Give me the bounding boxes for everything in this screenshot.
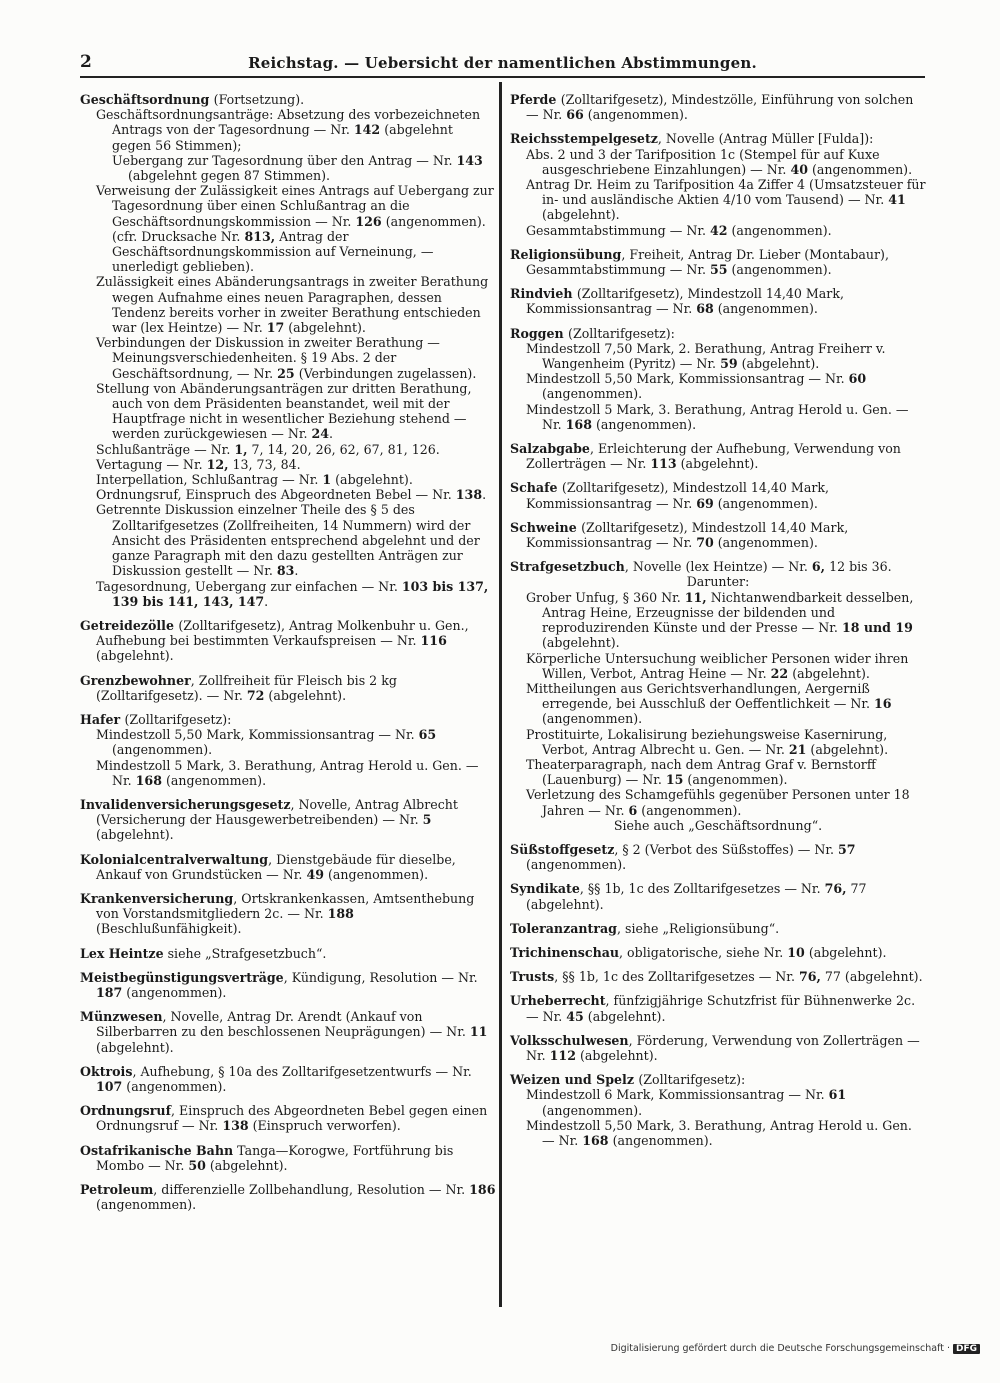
entry-line: Abs. 2 und 3 der Tarifposition 1c (Stempel für auf Kuxe ausgeschriebene Einzahlungen) — Nr. 40 (angenommen). — [526, 146, 913, 177]
entry-line: Körperliche Untersuchung weiblicher Personen wider ihren Willen, Verbot, Antrag Heine — Nr. 22 (abgelehnt). — [526, 650, 909, 681]
entry-line: Schlußanträge — Nr. 1, 7, 14, 20, 26, 62, 67, 81, 126. — [96, 441, 440, 457]
index-entry — [80, 712, 496, 788]
subheading: Darunter: — [686, 574, 750, 590]
entry-line: Zulässigkeit eines Abänderungsantrags in zweiter Berathung wegen Aufnahme eines neuen Paragraphen, dessen Tendenz bereits vorher in zweiter Berathung entschieden war (lex Heintze) — Nr. 17 (abgelehnt). — [96, 274, 489, 336]
entry-line: Verweisung der Zulässigkeit eines Antrags auf Uebergang zur Tagesordnung über einen Schlußantrag an die Geschäftsordnungskommission — Nr. 126 (angenommen). (cfr. Drucksache Nr. 813, Antrag der Geschäftsordnungskommission auf Verneinung, — unerledigt geblieben). — [96, 183, 494, 275]
entry-line: Vertagung — Nr. 12, 13, 73, 84. — [96, 456, 301, 472]
index-entry: Trusts, §§ 1b, 1c des Zolltarifgesetzes — Nr. 76, 77 (abgelehnt). — [510, 969, 923, 985]
index-entry: Syndikate, §§ 1b, 1c des Zolltarifgesetzes — Nr. 76, 77 (abgelehnt). — [510, 881, 867, 912]
index-entry: Rindvieh (Zolltarifgesetz), Mindestzoll 14,40 Mark, Kommissionsantrag — Nr. 68 (angenommen). — [510, 286, 844, 317]
entry-line: Mindestzoll 5,50 Mark, 3. Berathung, Antrag Herold u. Gen. — Nr. 168 (angenommen). — [526, 1117, 912, 1148]
entry-heading: Reichsstempelgesetz, Novelle (Antrag Müller [Fulda]): — [510, 131, 874, 147]
entry-line: Mindestzoll 5 Mark, 3. Berathung, Antrag Herold u. Gen. — Nr. 168 (angenommen). — [96, 757, 479, 788]
entry-line: Mindestzoll 6 Mark, Kommissionsantrag — Nr. 61 (angenommen). — [526, 1087, 847, 1118]
page-number: 2 — [80, 52, 92, 72]
left-column — [80, 92, 496, 1221]
index-entry: Religionsübung, Freiheit, Antrag Dr. Lieber (Montabaur), Gesammtabstimmung — Nr. 55 (angenommen). — [510, 246, 889, 278]
right-column — [510, 92, 926, 1157]
entry-line: Theaterparagraph, nach dem Antrag Graf v. Bernstorff (Lauenburg) — Nr. 15 (angenommen). — [526, 756, 876, 788]
column-divider — [499, 82, 502, 1307]
index-entry: Invalidenversicherungsgesetz, Novelle, Antrag Albrecht (Versicherung der Hausgewerbetreibenden) — Nr. 5 (abgelehnt). — [80, 796, 458, 843]
index-entry: Toleranzantrag, siehe „Religionsübung“. — [510, 920, 780, 936]
entry-line: Mindestzoll 5,50 Mark, Kommissionsantrag — Nr. 60 (angenommen). — [526, 371, 867, 402]
entry-line: Antrag Dr. Heim zu Tarifposition 4a Ziffer 4 (Umsatzsteuer für in- und ausländische Aktien 4/10 vom Tausend) — Nr. 41 (abgelehnt). — [526, 177, 926, 223]
index-entry: Salzabgabe, Erleichterung der Aufhebung, Verwendung von Zollerträgen — Nr. 113 (abgelehnt). — [510, 441, 901, 472]
digitization-footer — [590, 1343, 980, 1354]
entry-line: Tagesordnung, Uebergang zur einfachen — Nr. 103 bis 137, 139 bis 141, 143, 147. — [96, 578, 489, 609]
index-entry: Krankenversicherung, Ortskrankenkassen, Amtsenthebung von Vorstandsmitgliedern 2c. — Nr. 188 (Beschlußunfähigkeit). — [80, 890, 475, 937]
index-entry: Ordnungsruf, Einspruch des Abgeordneten Bebel gegen einen Ordnungsruf — Nr. 138 (Einspruch verworfen). — [80, 1103, 488, 1134]
entry-line: Geschäftsordnungsanträge: Absetzung des vorbezeichneten Antrags von der Tagesordnung — Nr. 142 (abgelehnt gegen 56 Stimmen); — [96, 107, 481, 153]
index-entry — [510, 559, 926, 833]
index-entry — [510, 131, 926, 237]
index-entry: Petroleum, differenzielle Zollbehandlung, Resolution — Nr. 186 (angenommen). — [80, 1182, 496, 1213]
running-title: Reichstag. — Uebersicht der namentlichen Abstimmungen. — [248, 54, 757, 72]
entry-heading: Roggen (Zolltarifgesetz): — [510, 325, 675, 341]
index-entry: Volksschulwesen, Förderung, Verwendung von Zollerträgen — Nr. 112 (abgelehnt). — [510, 1032, 920, 1063]
index-entry: Urheberrecht, fünfzigjährige Schutzfrist für Bühnenwerke 2c. — Nr. 45 (abgelehnt). — [510, 993, 916, 1024]
footer-text: Digitalisierung gefördert durch die Deutsche Forschungsgemeinschaft · — [610, 1343, 950, 1354]
index-entry: Grenzbewohner, Zollfreiheit für Fleisch bis 2 kg (Zolltarifgesetz). — Nr. 72 (abgelehnt). — [80, 672, 397, 703]
index-entry: Schweine (Zolltarifgesetz), Mindestzoll 14,40 Mark, Kommissionsantrag — Nr. 70 (angenommen). — [510, 519, 849, 551]
entry-line: Getrennte Diskussion einzelner Theile des § 5 des Zolltarifgesetzes (Zollfreiheiten, 14 Nummern) wird der Ansicht des Präsidenten entsprechend abgelehnt und der ganze Paragraph mit den dazu gestellten Anträgen zur Diskussion gestellt — Nr. 83. — [96, 502, 480, 579]
index-entry: Oktrois, Aufhebung, § 10a des Zolltarifgesetzentwurfs — Nr. 107 (angenommen). — [80, 1063, 472, 1094]
entry-heading: Geschäftsordnung (Fortsetzung). — [80, 92, 305, 107]
index-entry: Pferde (Zolltarifgesetz), Mindestzölle, Einführung von solchen — Nr. 66 (angenommen). — [510, 92, 914, 123]
index-entry: Schafe (Zolltarifgesetz), Mindestzoll 14,40 Mark, Kommissionsantrag — Nr. 69 (angenommen). — [510, 480, 829, 511]
entry-line: Grober Unfug, § 360 Nr. 11, Nichtanwendbarkeit desselben, Antrag Heine, Erzeugnisse der bildenden und reproduzirenden Künste und der Presse — Nr. 18 und 19 (abgelehnt). — [526, 589, 914, 651]
entry-heading: Hafer (Zolltarifgesetz): — [80, 711, 232, 727]
entry-line: Verbindungen der Diskussion in zweiter Berathung — Meinungsverschiedenheiten. § 19 Abs. 2 der Geschäftsordnung, — Nr. 25 (Verbindungen zugelassen). — [96, 335, 477, 381]
entry-line: Ordnungsruf, Einspruch des Abgeordneten Bebel — Nr. 138. — [96, 487, 487, 503]
index-entry — [510, 1072, 926, 1148]
index-entry: Münzwesen, Novelle, Antrag Dr. Arendt (Ankauf von Silberbarren zu den beschlossenen Neuprägungen) — Nr. 11 (abgelehnt). — [80, 1009, 488, 1055]
entry-line: Uebergang zur Tagesordnung über den Antrag — Nr. 143 (abgelehnt gegen 87 Stimmen). — [112, 152, 483, 184]
index-entry: Getreidezölle (Zolltarifgesetz), Antrag Molkenbuhr u. Gen., Aufhebung bei bestimmten Verkaufspreisen — Nr. 116 (abgelehnt). — [80, 617, 469, 664]
index-entry: Ostafrikanische Bahn Tanga—Korogwe, Fortführung bis Mombo — Nr. 50 (abgelehnt). — [80, 1142, 454, 1173]
entry-line: Mindestzoll 5 Mark, 3. Berathung, Antrag Herold u. Gen. — Nr. 168 (angenommen). — [526, 401, 909, 432]
entry-line: Prostituirte, Lokalisirung beziehungsweise Kasernirung, Verbot, Antrag Albrecht u. Gen. — Nr. 21 (abgelehnt). — [526, 726, 889, 757]
index-entry: Lex Heintze siehe „Strafgesetzbuch“. — [80, 945, 327, 961]
entry-line: Mindestzoll 5,50 Mark, Kommissionsantrag — Nr. 65 (angenommen). — [96, 727, 437, 758]
index-entry: Meistbegünstigungsverträge, Kündigung, Resolution — Nr. 187 (angenommen). — [80, 969, 478, 1000]
entry-line: Stellung von Abänderungsanträgen zur dritten Berathung, auch von dem Präsidenten beanstandet, weil mit der Hauptfrage nicht in wesentlicher Beziehung stehend — werden zurückgewiesen — Nr. 24. — [96, 380, 472, 442]
entry-line: Gesammtabstimmung — Nr. 42 (angenommen). — [526, 222, 832, 238]
dfg-logo: DFG — [953, 1344, 980, 1354]
entry-line: Mindestzoll 7,50 Mark, 2. Berathung, Antrag Freiherr v. Wangenheim (Pyritz) — Nr. 59 (abgelehnt). — [526, 340, 886, 372]
index-entry — [510, 326, 926, 432]
entry-heading: Weizen und Spelz (Zolltarifgesetz): — [510, 1072, 746, 1088]
index-entry: Trichinenschau, obligatorische, siehe Nr. 10 (abgelehnt). — [510, 944, 887, 960]
entry-line: Mittheilungen aus Gerichtsverhandlungen, Aergerniß erregende, bei Ausschluß der Oeffentlichkeit — Nr. 16 (angenommen). — [526, 680, 892, 727]
page-header — [80, 48, 925, 78]
entry-heading: Strafgesetzbuch, Novelle (lex Heintze) — Nr. 6, 12 bis 36. — [510, 559, 892, 575]
entry-line: Verletzung des Schamgefühls gegenüber Personen unter 18 Jahren — Nr. 6 (angenommen). — [526, 787, 910, 818]
entry-line: Interpellation, Schlußantrag — Nr. 1 (abgelehnt). — [96, 472, 413, 488]
index-entry — [80, 92, 496, 609]
index-entry: Süßstoffgesetz, § 2 (Verbot des Süßstoffes) — Nr. 57 (angenommen). — [510, 841, 856, 873]
index-entry: Kolonialcentralverwaltung, Dienstgebäude für dieselbe, Ankauf von Grundstücken — Nr. 49 (angenommen). — [80, 851, 456, 882]
cross-reference: Siehe auch „Geschäftsordnung“. — [613, 817, 823, 833]
